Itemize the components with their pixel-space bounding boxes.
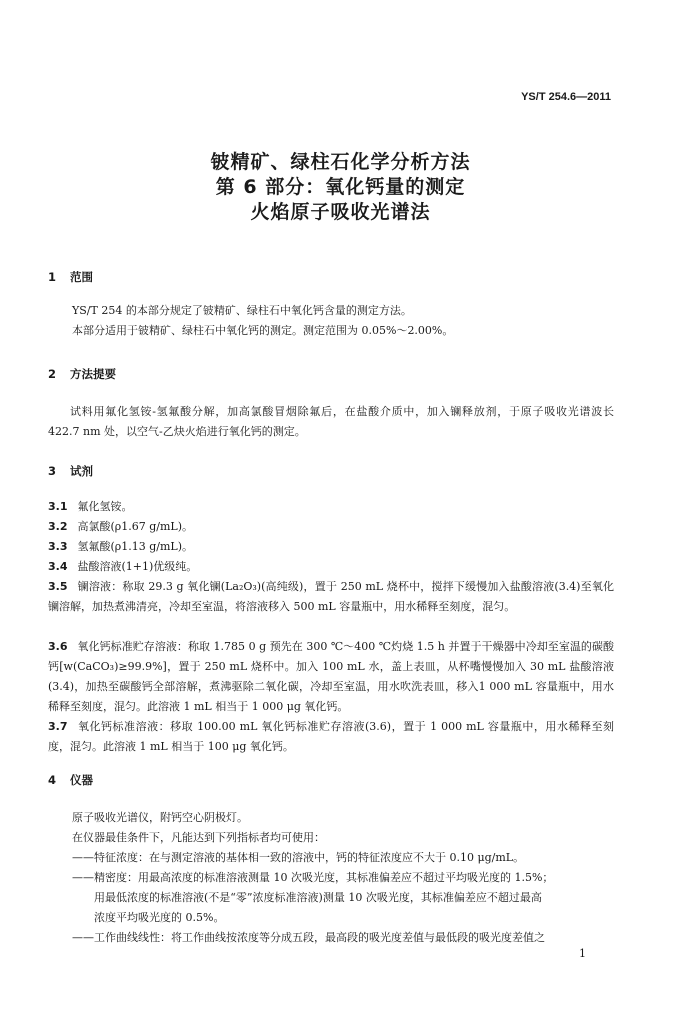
section-4-line-1: 原子吸收光谱仪，附钙空心阴极灯。 xyxy=(72,811,248,824)
item-text: 氢氟酸(ρ1.13 g/mL)。 xyxy=(77,540,194,553)
document-title xyxy=(0,150,681,225)
page-number: 1 xyxy=(579,947,586,960)
reagent-item xyxy=(48,637,614,717)
reagent-item xyxy=(48,537,614,557)
section-3-heading xyxy=(48,463,93,479)
item-number: 3.2 xyxy=(48,520,68,533)
item-text: 镧溶液：称取 29.3 g 氧化镧(La₂O₃)(高纯级)，置于 250 mL 烧杯中，搅拌下缓慢加入盐酸溶液(3.4)至氧化镧溶解，加热煮沸清亮，冷却至室温，将溶液移入 500 mL 容量瓶中，用水稀释至刻度，混匀。 xyxy=(48,580,614,613)
reagent-item xyxy=(48,517,614,537)
item-number: 3.3 xyxy=(48,540,68,553)
title-line-3: 火焰原子吸收光谱法 xyxy=(250,201,431,223)
section-1-para-1: YS/T 254 的本部分规定了铍精矿、绿柱石中氧化钙含量的测定方法。 xyxy=(72,304,412,317)
section-4-line-7: ——工作曲线线性：将工作曲线按浓度等分成五段，最高段的吸光度差值与最低段的吸光度差值之 xyxy=(72,931,545,944)
reagent-item xyxy=(48,577,614,617)
section-2-heading xyxy=(48,366,116,382)
item-number: 3.5 xyxy=(48,580,68,593)
reagent-item xyxy=(48,717,614,757)
item-text: 氧化钙标准溶液：移取 100.00 mL 氧化钙标准贮存溶液(3.6)，置于 1 000 mL 容量瓶中，用水稀释至刻度，混匀。此溶液 1 mL 相当于 100 μg 氧化钙。 xyxy=(48,720,614,753)
section-4-line-4: ——精密度：用最高浓度的标准溶液测量 10 次吸光度，其标准偏差应不超过平均吸光度的 1.5%； xyxy=(72,871,554,884)
item-text: 盐酸溶液(1+1)优级纯。 xyxy=(77,560,198,573)
section-1-heading xyxy=(48,269,93,285)
section-4-line-6: 浓度平均吸光度的 0.5%。 xyxy=(94,911,225,924)
section-4-line-5: 用最低浓度的标准溶液(不是“零”浓度标准溶液)测量 10 次吸光度，其标准偏差应不超过最高 xyxy=(94,891,542,904)
section-4-heading xyxy=(48,772,93,788)
title-line-2: 第 6 部分：氧化钙量的测定 xyxy=(215,176,466,198)
reagent-item xyxy=(48,497,614,517)
item-text: 氧化钙标准贮存溶液：称取 1.785 0 g 预先在 300 ℃～400 ℃灼烧 1.5 h 并置于干燥器中冷却至室温的碳酸钙[w(CaCO₃)≥99.9%]，置于 250 mL 烧杯中。加入 100 mL 水，盖上表皿，从杯嘴慢慢加入 30 mL 盐酸溶液(3.4)，加热至碳酸钙全部溶解，煮沸驱除二氧化碳，冷却至室温，用水吹洗表皿，移入1 000 mL 容量瓶中，用水稀释至刻度，混匀。此溶液 1 mL 相当于 1 000 μg 氧化钙。 xyxy=(48,640,614,713)
section-title: 方法提要 xyxy=(70,367,116,381)
item-number: 3.7 xyxy=(48,720,68,733)
item-number: 3.4 xyxy=(48,560,68,573)
item-number: 3.6 xyxy=(48,640,68,653)
item-text: 高氯酸(ρ1.67 g/mL)。 xyxy=(77,520,194,533)
section-number: 1 xyxy=(48,270,57,284)
section-number: 4 xyxy=(48,773,57,787)
section-1-para-2: 本部分适用于铍精矿、绿柱石中氧化钙的测定。测定范围为 0.05%～2.00%。 xyxy=(72,324,454,337)
section-4-line-2: 在仪器最佳条件下，凡能达到下列指标者均可使用： xyxy=(72,831,325,844)
reagent-item xyxy=(48,557,614,577)
section-title: 范围 xyxy=(70,270,93,284)
title-line-1: 铍精矿、绿柱石化学分析方法 xyxy=(210,151,471,173)
section-number: 2 xyxy=(48,367,57,381)
section-4-line-3: ——特征浓度：在与测定溶液的基体相一致的溶液中，钙的特征浓度应不大于 0.10 μg/mL。 xyxy=(72,851,525,864)
section-title: 试剂 xyxy=(70,464,93,478)
standard-code: YS/T 254.6—2011 xyxy=(521,91,611,103)
section-number: 3 xyxy=(48,464,57,478)
item-text: 氟化氢铵。 xyxy=(77,500,133,513)
item-number: 3.1 xyxy=(48,500,68,513)
section-2-para-1: 试料用氟化氢铵-氢氟酸分解，加高氯酸冒烟除氟后，在盐酸介质中，加入镧释放剂，于原子吸收光谱波长 422.7 nm 处，以空气-乙炔火焰进行氧化钙的测定。 xyxy=(48,405,614,438)
section-title: 仪器 xyxy=(70,773,93,787)
